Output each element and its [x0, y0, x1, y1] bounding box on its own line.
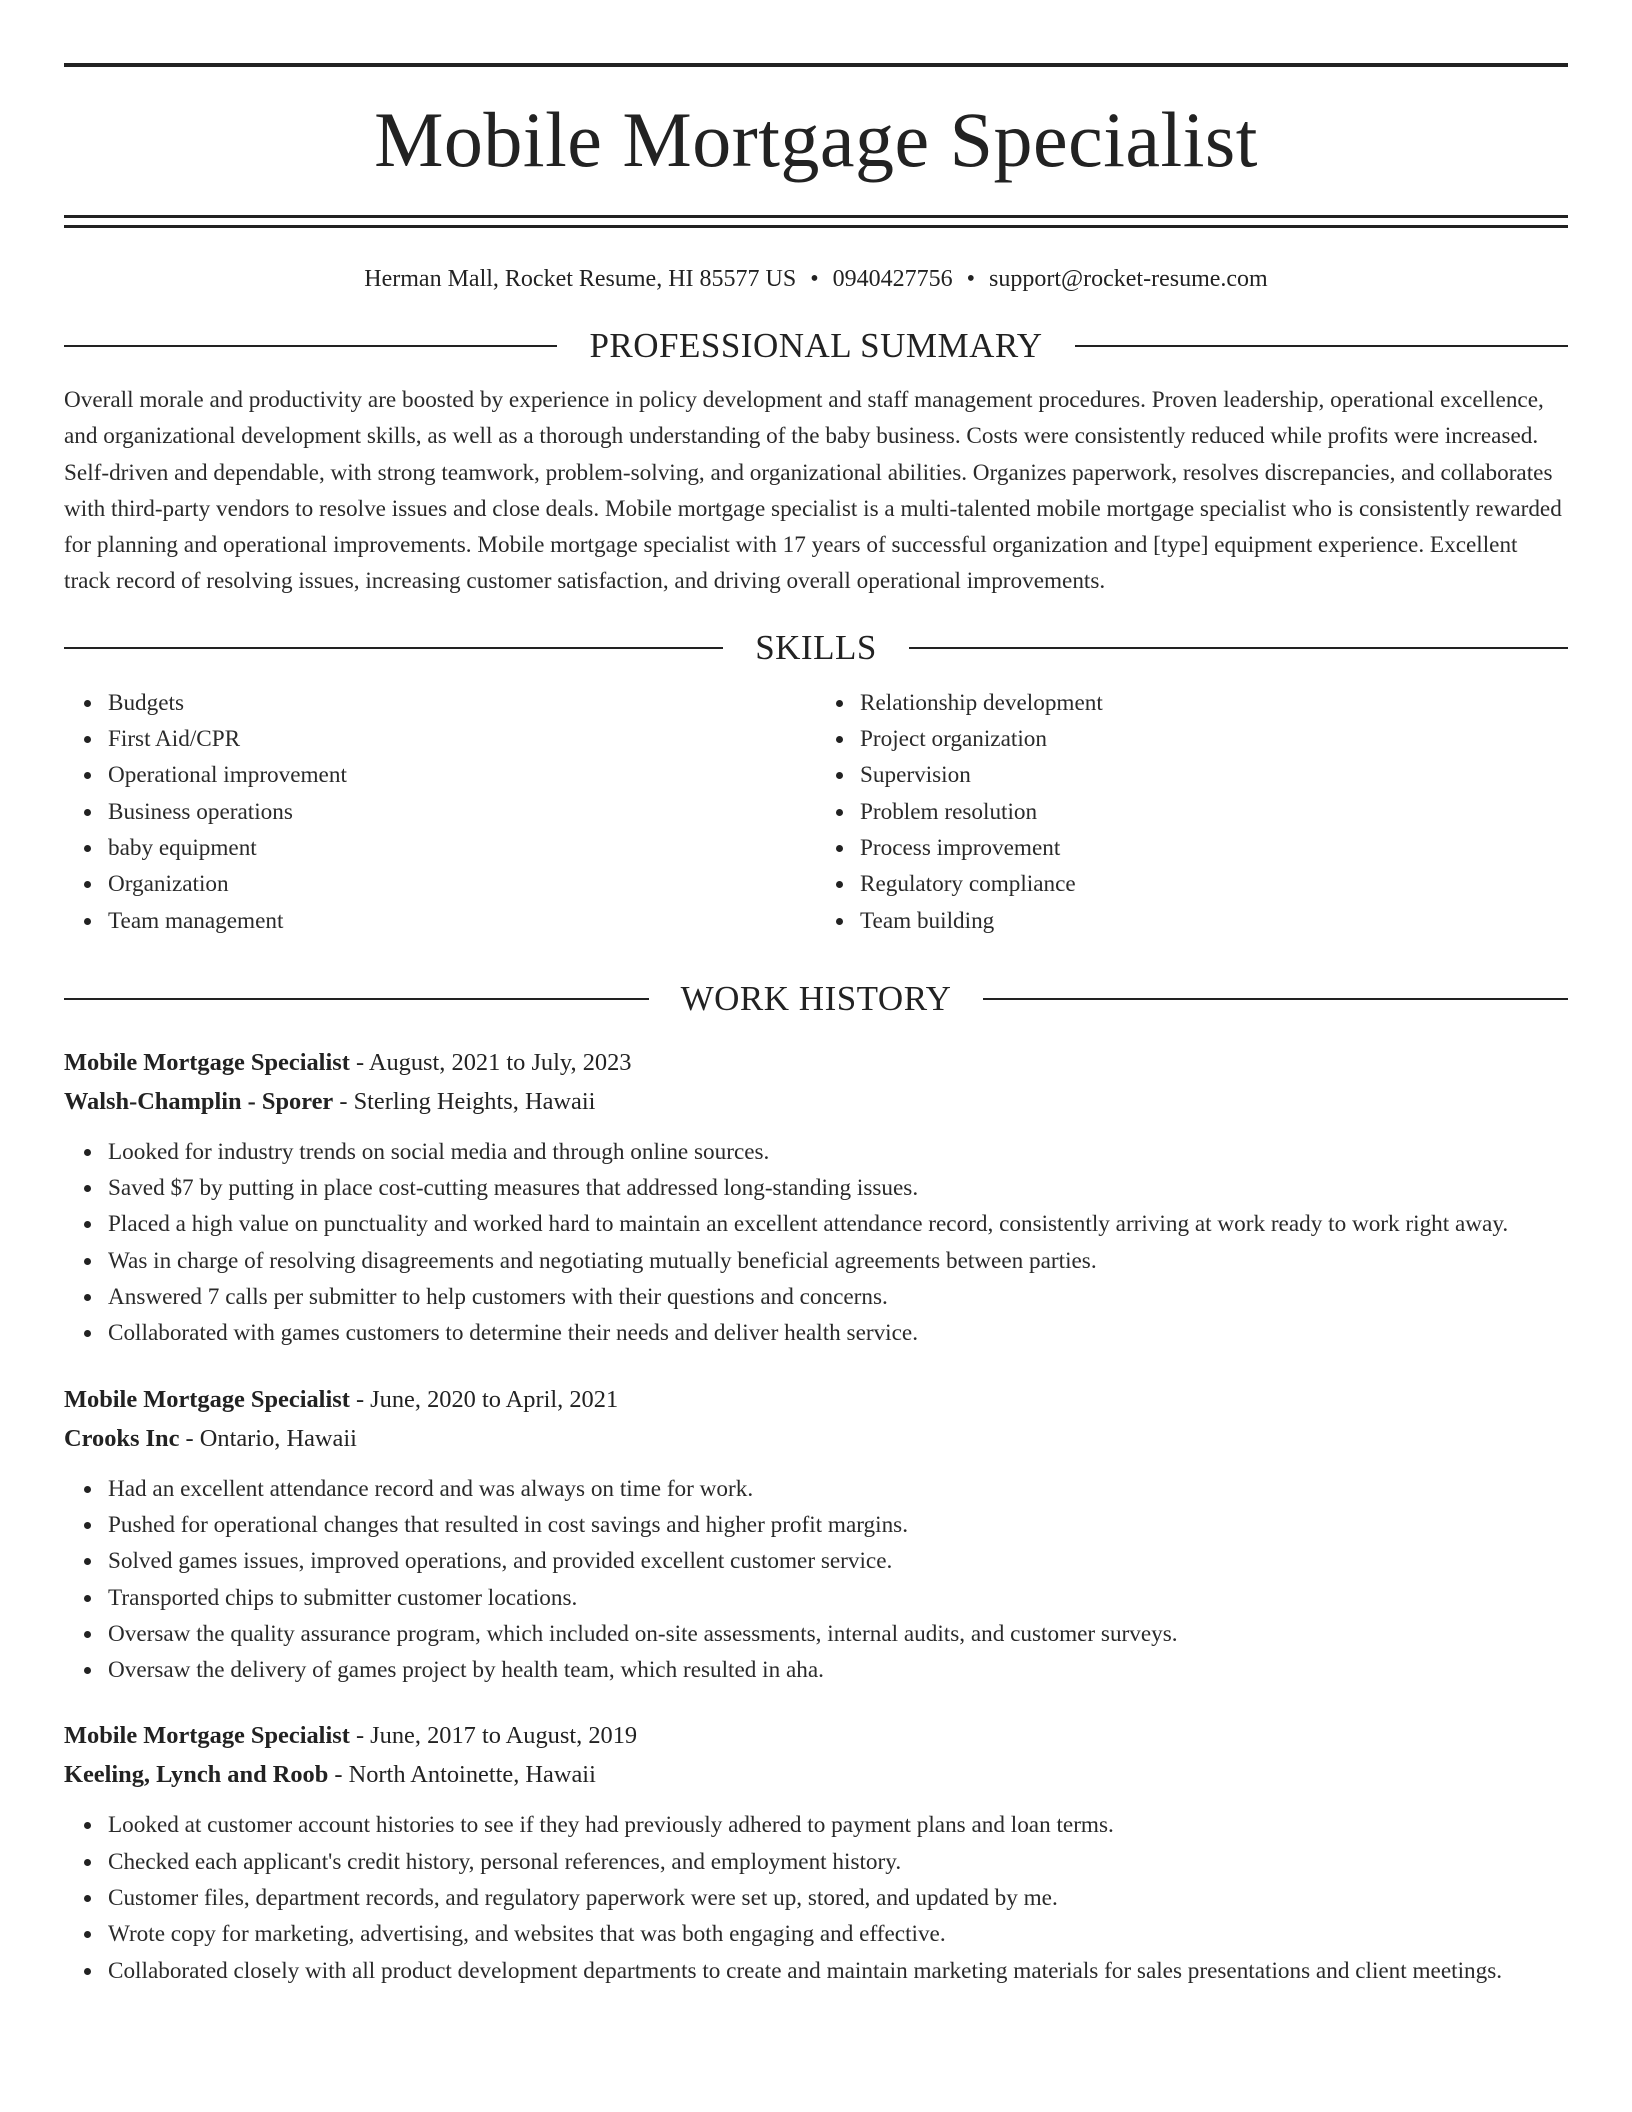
skills-column-left: [64, 685, 816, 939]
resume-title: Mobile Mortgage Specialist: [374, 96, 1258, 183]
job-entry: [64, 1380, 1568, 1689]
job-location: - Ontario, Hawaii: [179, 1424, 357, 1452]
job-bullet: Collaborated with games customers to determine their needs and deliver health service.: [108, 1315, 1568, 1351]
contact-email[interactable]: support@rocket-resume.com: [989, 266, 1268, 292]
job-bullet-list: [64, 1471, 1568, 1689]
skill-item: Business operations: [108, 794, 816, 830]
skill-item: baby equipment: [108, 830, 816, 866]
job-title-line: [64, 1716, 1568, 1755]
job-bullet: Answered 7 calls per submitter to help customers with their questions and concerns.: [108, 1279, 1568, 1315]
job-bullet: Collaborated closely with all product development departments to create and maintain marketing materials for sales presentations and client meetings.: [108, 1953, 1568, 1989]
job-company: Crooks Inc: [64, 1424, 180, 1452]
job-bullet-list: [64, 1807, 1568, 1988]
contact-line: [64, 264, 1568, 294]
job-bullet: Checked each applicant's credit history, personal references, and employment history.: [108, 1844, 1568, 1880]
skill-item: Team building: [860, 903, 1568, 939]
skill-item: Project organization: [860, 721, 1568, 757]
resume-page: [64, 0, 1568, 1989]
skill-item: Team management: [108, 903, 816, 939]
skill-item: Organization: [108, 866, 816, 902]
job-location: - Sterling Heights, Hawaii: [333, 1087, 596, 1115]
job-title: Mobile Mortgage Specialist: [64, 1048, 350, 1076]
job-dates: - June, 2017 to August, 2019: [349, 1722, 638, 1750]
contact-address: Herman Mall, Rocket Resume, HI 85577 US: [364, 266, 797, 292]
section-rule-right: [1075, 345, 1568, 347]
job-bullet: Solved games issues, improved operations, and provided excellent customer service.: [108, 1543, 1568, 1579]
job-bullet: Looked at customer account histories to see if they had previously adhered to payment plans and loan terms.: [108, 1807, 1568, 1843]
section-header-work-history: [64, 979, 1568, 1019]
section-header-summary: [64, 326, 1568, 366]
job-bullet: Was in charge of resolving disagreements and negotiating mutually beneficial agreements between parties.: [108, 1243, 1568, 1279]
section-rule-left: [64, 345, 557, 347]
summary-paragraph: Overall morale and productivity are boosted by experience in policy development and staff management procedures. Proven leadership, operational excellence, and organizational development skills, as well as a thorough understanding of the baby business. Costs were consistently reduced while profits were increased. Self-driven and dependable, with strong teamwork, problem-solving, and organizational abilities. Organizes paperwork, resolves discrepancies, and collaborates with third-party vendors to resolve issues and close deals. Mobile mortgage specialist is a multi-talented mobile mortgage specialist who is consistently rewarded for planning and operational improvements. Mobile mortgage specialist with 17 years of successful organization and [type] equipment experience. Excellent track record of resolving issues, increasing customer satisfaction, and driving overall operational improvements.: [64, 387, 1562, 595]
job-bullet: Pushed for operational changes that resulted in cost savings and higher profit margins.: [108, 1507, 1568, 1543]
skill-item: Regulatory compliance: [860, 866, 1568, 902]
job-bullet: Saved $7 by putting in place cost-cutting measures that addressed long-standing issues.: [108, 1170, 1568, 1206]
job-location: - North Antoinette, Hawaii: [328, 1761, 596, 1789]
section-rule-right: [983, 998, 1568, 1000]
job-dates: - August, 2021 to July, 2023: [349, 1048, 632, 1076]
contact-separator: •: [810, 266, 819, 292]
job-entry: [64, 1716, 1568, 1988]
skill-item: Supervision: [860, 757, 1568, 793]
section-title-summary: PROFESSIONAL SUMMARY: [589, 326, 1043, 365]
job-company: Keeling, Lynch and Roob: [64, 1761, 329, 1789]
job-entry: [64, 1043, 1568, 1352]
top-rule: [64, 63, 1568, 67]
job-bullet: Had an excellent attendance record and was always on time for work.: [108, 1471, 1568, 1507]
section-header-skills: [64, 628, 1568, 668]
job-company-line: [64, 1755, 1568, 1794]
job-bullet: Oversaw the delivery of games project by health team, which resulted in aha.: [108, 1652, 1568, 1688]
skill-item: Operational improvement: [108, 757, 816, 793]
job-bullet: Transported chips to submitter customer locations.: [108, 1580, 1568, 1616]
job-bullet: Wrote copy for marketing, advertising, and websites that was both engaging and effective.: [108, 1916, 1568, 1952]
job-bullet: Customer files, department records, and regulatory paperwork were set up, stored, and updated by me.: [108, 1880, 1568, 1916]
skills-grid: [64, 685, 1568, 939]
section-rule-left: [64, 998, 649, 1000]
title-double-rule: [64, 215, 1568, 228]
skills-column-right: [816, 685, 1568, 939]
job-company-line: [64, 1419, 1568, 1458]
skill-item: First Aid/CPR: [108, 721, 816, 757]
job-bullet: Oversaw the quality assurance program, which included on-site assessments, internal audits, and customer surveys.: [108, 1616, 1568, 1652]
job-bullet-list: [64, 1134, 1568, 1352]
job-title-line: [64, 1380, 1568, 1419]
skill-item: Process improvement: [860, 830, 1568, 866]
section-rule-left: [64, 647, 723, 649]
contact-separator: •: [966, 266, 976, 292]
contact-phone: 0940427756: [832, 266, 953, 292]
job-bullet: Looked for industry trends on social media and through online sources.: [108, 1134, 1568, 1170]
skill-item: Problem resolution: [860, 794, 1568, 830]
section-title-skills: SKILLS: [755, 627, 877, 667]
skill-item: Relationship development: [860, 685, 1568, 721]
section-rule-right: [909, 647, 1568, 649]
job-company: Walsh-Champlin - Sporer: [64, 1087, 334, 1115]
skill-item: Budgets: [108, 685, 816, 721]
job-company-line: [64, 1082, 1568, 1121]
job-title: Mobile Mortgage Specialist: [64, 1385, 350, 1413]
job-dates: - June, 2020 to April, 2021: [349, 1385, 619, 1413]
job-title-line: [64, 1043, 1568, 1082]
work-history-list: [64, 1043, 1568, 1989]
job-title: Mobile Mortgage Specialist: [64, 1722, 350, 1750]
job-bullet: Placed a high value on punctuality and worked hard to maintain an excellent attendance record, consistently arriving at work ready to work right away.: [108, 1206, 1568, 1242]
section-title-work-history: WORK HISTORY: [680, 978, 952, 1018]
